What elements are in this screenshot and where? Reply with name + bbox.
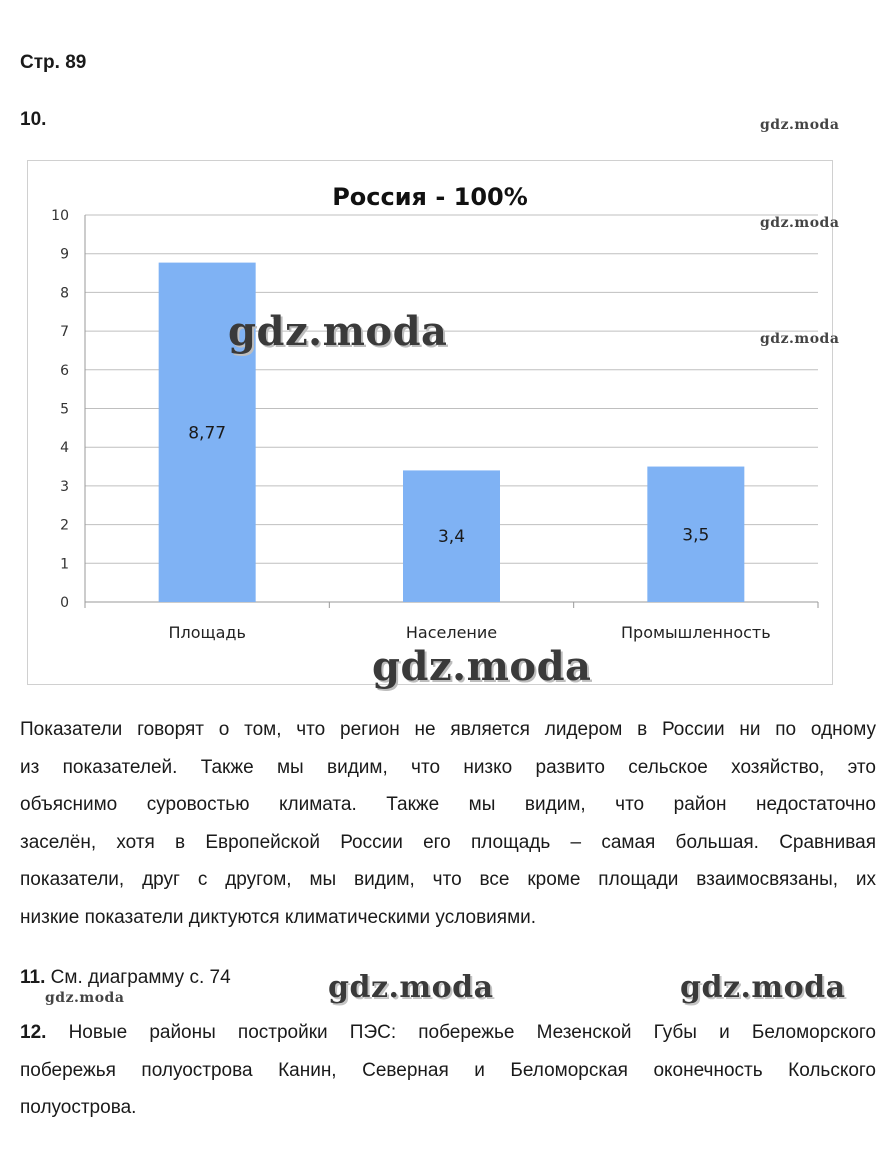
y-tick-label: 9 bbox=[60, 246, 69, 263]
y-tick-label: 0 bbox=[60, 595, 69, 611]
watermark: gdz.moda bbox=[45, 990, 125, 1006]
watermark: gdz.moda bbox=[328, 970, 494, 1005]
watermark: gdz.moda bbox=[680, 970, 846, 1005]
task-11-text: См. диаграмму с. 74 bbox=[45, 967, 231, 988]
chart bbox=[27, 160, 833, 685]
y-tick-label: 8 bbox=[60, 285, 69, 302]
task-12-text: Новые районы постройки ПЭС: побережье Мезенской Губы и Беломорского bbox=[46, 1022, 876, 1043]
task-12-number: 12. bbox=[20, 1022, 47, 1043]
y-tick-label: 5 bbox=[60, 401, 69, 418]
text-line: показатели, друг с другом, мы видим, что все кроме площади взаимосвязаны, их bbox=[20, 869, 876, 890]
watermark: gdz.moda bbox=[372, 643, 592, 690]
y-tick-label: 2 bbox=[60, 517, 69, 534]
watermark: gdz.moda bbox=[228, 308, 448, 355]
text-line: Показатели говорят о том, что регион не является лидером в России ни по одному bbox=[20, 719, 876, 740]
x-tick-label: Промышленность bbox=[621, 623, 771, 642]
text-line: полуострова. bbox=[20, 1097, 137, 1118]
x-tick-label: Население bbox=[405, 623, 498, 642]
text-line: из показателей. Также мы видим, что низко развито сельское хозяйство, это bbox=[20, 756, 876, 778]
task-12 bbox=[20, 1014, 876, 1127]
x-tick-label: Площадь bbox=[168, 623, 246, 642]
text-line: заселён, хотя в Европейской России его площадь – самая большая. Сравнивая bbox=[20, 831, 876, 853]
text-line: побережья полуострова Канин, Северная и Беломорская оконечность Кольского bbox=[20, 1059, 876, 1081]
text-line: объяснимо суровостью климата. Также мы видим, что район недостаточно bbox=[20, 794, 876, 815]
watermark: gdz.moda bbox=[760, 331, 840, 347]
chart-title: Россия - 100% bbox=[332, 183, 528, 211]
page-header: Стр. 89 bbox=[20, 52, 87, 73]
y-tick-label: 3 bbox=[60, 478, 69, 495]
data-label: 8,77 bbox=[188, 423, 227, 444]
data-label: 3,4 bbox=[437, 527, 466, 548]
bar-chart-svg bbox=[28, 161, 834, 686]
y-tick-label: 6 bbox=[60, 362, 69, 379]
y-tick-label: 7 bbox=[60, 324, 69, 341]
task-10-explanation bbox=[20, 711, 876, 936]
watermark: gdz.moda bbox=[760, 117, 840, 133]
watermark: gdz.moda bbox=[760, 215, 840, 231]
text-line: низкие показатели диктуются климатическими условиями. bbox=[20, 906, 537, 928]
y-tick-label: 1 bbox=[60, 556, 69, 573]
task-11-number: 11. bbox=[20, 967, 46, 988]
y-tick-label: 4 bbox=[60, 440, 69, 457]
data-label: 3,5 bbox=[682, 525, 710, 546]
y-tick-label: 10 bbox=[51, 208, 69, 224]
task-10-number: 10. bbox=[20, 109, 47, 130]
